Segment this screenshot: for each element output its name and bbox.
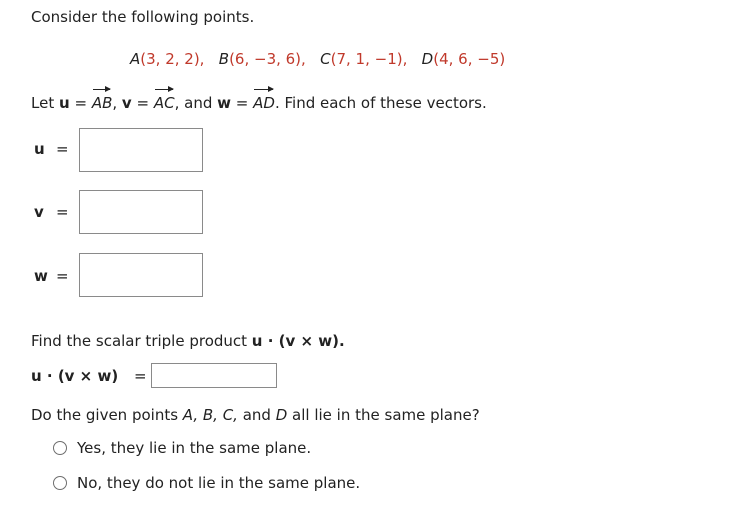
vector-ac: AC [153, 94, 175, 112]
coplanar-suffix: all lie in the same plane? [287, 406, 480, 424]
point-a-coords: (3, 2, 2), [140, 50, 205, 68]
points-line [130, 50, 505, 68]
radio-yes[interactable] [53, 441, 67, 455]
point-a-name: A [130, 50, 141, 68]
def-v: v [121, 94, 132, 112]
triple-prompt-expr: u · (v × w). [251, 332, 345, 350]
point-c-coords: (7, 1, −1), [330, 50, 408, 68]
def-let: Let [31, 94, 55, 112]
point-b-name: B [218, 50, 230, 68]
def-eq-2: = [136, 94, 150, 112]
v-input[interactable] [79, 190, 203, 234]
triple-label: u · (v × w) [31, 367, 119, 385]
def-eq-1: = [74, 94, 88, 112]
w-eq: = [56, 267, 69, 285]
vector-ab: AB [91, 94, 113, 112]
w-input[interactable] [79, 253, 203, 297]
def-and: , and [174, 94, 213, 112]
v-label: v [34, 203, 44, 221]
u-eq: = [56, 140, 69, 158]
def-tail: . Find each of these vectors. [274, 94, 487, 112]
definition-line: Let u = AB, v = AC, and w = AD. Find each of these vectors. [31, 94, 487, 112]
triple-prompt [31, 332, 345, 350]
triple-eq: = [134, 367, 147, 385]
coplanar-points: A, B, C, [182, 406, 238, 424]
point-b-coords: (6, −3, 6), [229, 50, 306, 68]
v-eq: = [56, 203, 69, 221]
coplanar-prefix: Do the given points [31, 406, 183, 424]
vector-ad: AD [253, 94, 275, 112]
intro-text: Consider the following points. [31, 8, 255, 26]
triple-prompt-prefix: Find the scalar triple product [31, 332, 252, 350]
w-label: w [34, 267, 48, 285]
point-d-name: D [421, 50, 434, 68]
option-yes-label[interactable]: Yes, they lie in the same plane. [77, 439, 312, 457]
radio-no[interactable] [53, 476, 67, 490]
def-w: w [217, 94, 231, 112]
triple-input[interactable] [151, 363, 277, 388]
coplanar-and: and [237, 406, 276, 424]
point-d-coords: (4, 6, −5) [433, 50, 506, 68]
u-label: u [34, 140, 45, 158]
coplanar-question [31, 406, 480, 424]
point-c-name: C [320, 50, 331, 68]
option-no-label[interactable]: No, they do not lie in the same plane. [77, 474, 361, 492]
def-u: u [58, 94, 70, 112]
u-input[interactable] [79, 128, 203, 172]
def-eq-3: = [235, 94, 249, 112]
coplanar-d: D [275, 406, 288, 424]
